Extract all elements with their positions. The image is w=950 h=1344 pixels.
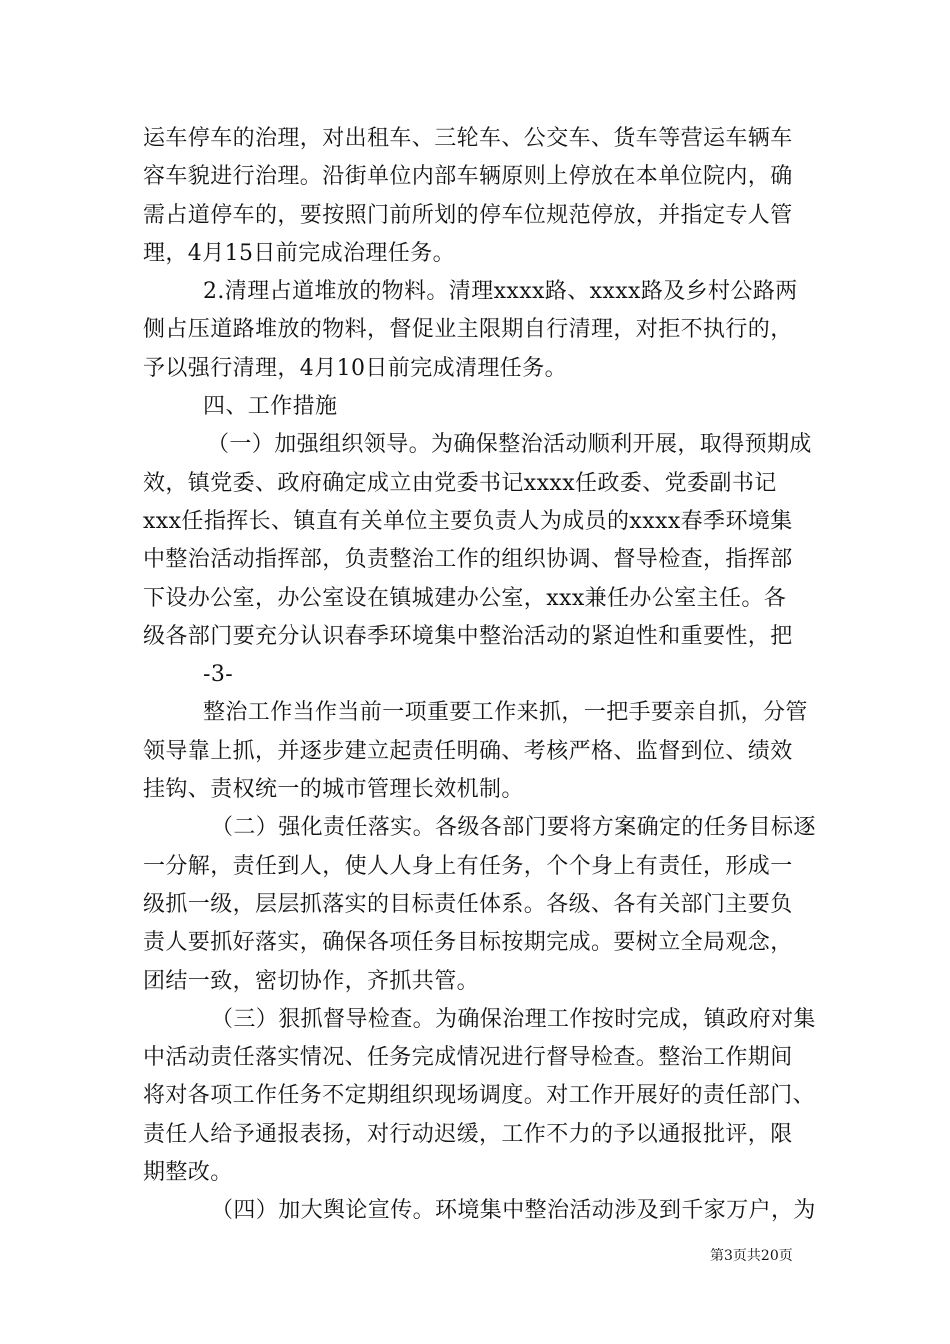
text-line: （三）狠抓督导检查。为确保治理工作按时完成，镇政府对集 bbox=[211, 1006, 816, 1032]
text-line: 一分解，责任到人，使人人身上有任务，个个身上有责任，形成一 bbox=[143, 853, 793, 879]
text-line: （一）加强组织领导。为确保整治活动顺利开展，取得预期成 bbox=[207, 432, 812, 458]
text-line: 中整治活动指挥部，负责整治工作的组织协调、督导检查，指挥部 bbox=[143, 547, 793, 573]
text-line: 理，4月15日前完成治理任务。 bbox=[143, 240, 455, 266]
text-line: 领导靠上抓，并逐步建立起责任明确、考核严格、监督到位、绩效 bbox=[143, 738, 793, 764]
text-line: 团结一致，密切协作，齐抓共管。 bbox=[143, 968, 480, 994]
text-line: 挂钩、责权统一的城市管理长效机制。 bbox=[143, 777, 524, 803]
text-line: 运车停车的治理，对出租车、三轮车、公交车、货车等营运车辆车 bbox=[143, 126, 793, 151]
text-line: 级各部门要充分认识春季环境集中整治活动的紧迫性和重要性，把 bbox=[143, 623, 793, 649]
text-line: 侧占压道路堆放的物料，督促业主限期自行清理，对拒不执行的， bbox=[143, 317, 793, 343]
text-line: 整治工作当作当前一项重要工作来抓，一把手要亲自抓，分管 bbox=[203, 700, 808, 726]
text-line: 级抓一级，层层抓落实的目标责任体系。各级、各有关部门主要负 bbox=[143, 891, 793, 917]
text-line: 下设办公室，办公室设在镇城建办公室，xxx兼任办公室主任。各 bbox=[143, 585, 787, 611]
page-footer: 第3页共20页 bbox=[710, 1248, 793, 1264]
text-line: 将对各项工作任务不定期组织现场调度。对工作开展好的责任部门、 bbox=[143, 1083, 816, 1109]
text-line: 容车貌进行治理。沿街单位内部车辆原则上停放在本单位院内，确 bbox=[143, 164, 793, 190]
text-line: （二）强化责任落实。各级各部门要将方案确定的任务目标逐 bbox=[211, 815, 816, 841]
text-line: （四）加大舆论宣传。环境集中整治活动涉及到千家万户，为 bbox=[211, 1198, 816, 1224]
inline-page-number: -3- bbox=[203, 662, 234, 688]
text-line: xxx任指挥长、镇直有关单位主要负责人为成员的xxxx春季环境集 bbox=[143, 508, 793, 534]
text-line: 责任人给予通报表扬，对行动迟缓，工作不力的予以通报批评，限 bbox=[143, 1121, 793, 1147]
text-line: 效，镇党委、政府确定成立由党委书记xxxx任政委、党委副书记 bbox=[143, 470, 777, 496]
text-line: 中活动责任落实情况、任务完成情况进行督导检查。整治工作期间 bbox=[143, 1045, 793, 1071]
text-line: 需占道停车的，要按照门前所划的停车位规范停放，并指定专人管 bbox=[143, 202, 793, 228]
body-text bbox=[143, 120, 816, 1231]
section-heading: 四、工作措施 bbox=[203, 394, 338, 420]
text-line: 责人要抓好落实，确保各项任务目标按期完成。要树立全局观念， bbox=[143, 930, 793, 956]
text-line: 予以强行清理，4月10日前完成清理任务。 bbox=[143, 355, 567, 381]
text-line: 期整改。 bbox=[143, 1160, 233, 1186]
text-line: 2.清理占道堆放的物料。清理xxxx路、xxxx路及乡村公路两 bbox=[203, 279, 798, 305]
